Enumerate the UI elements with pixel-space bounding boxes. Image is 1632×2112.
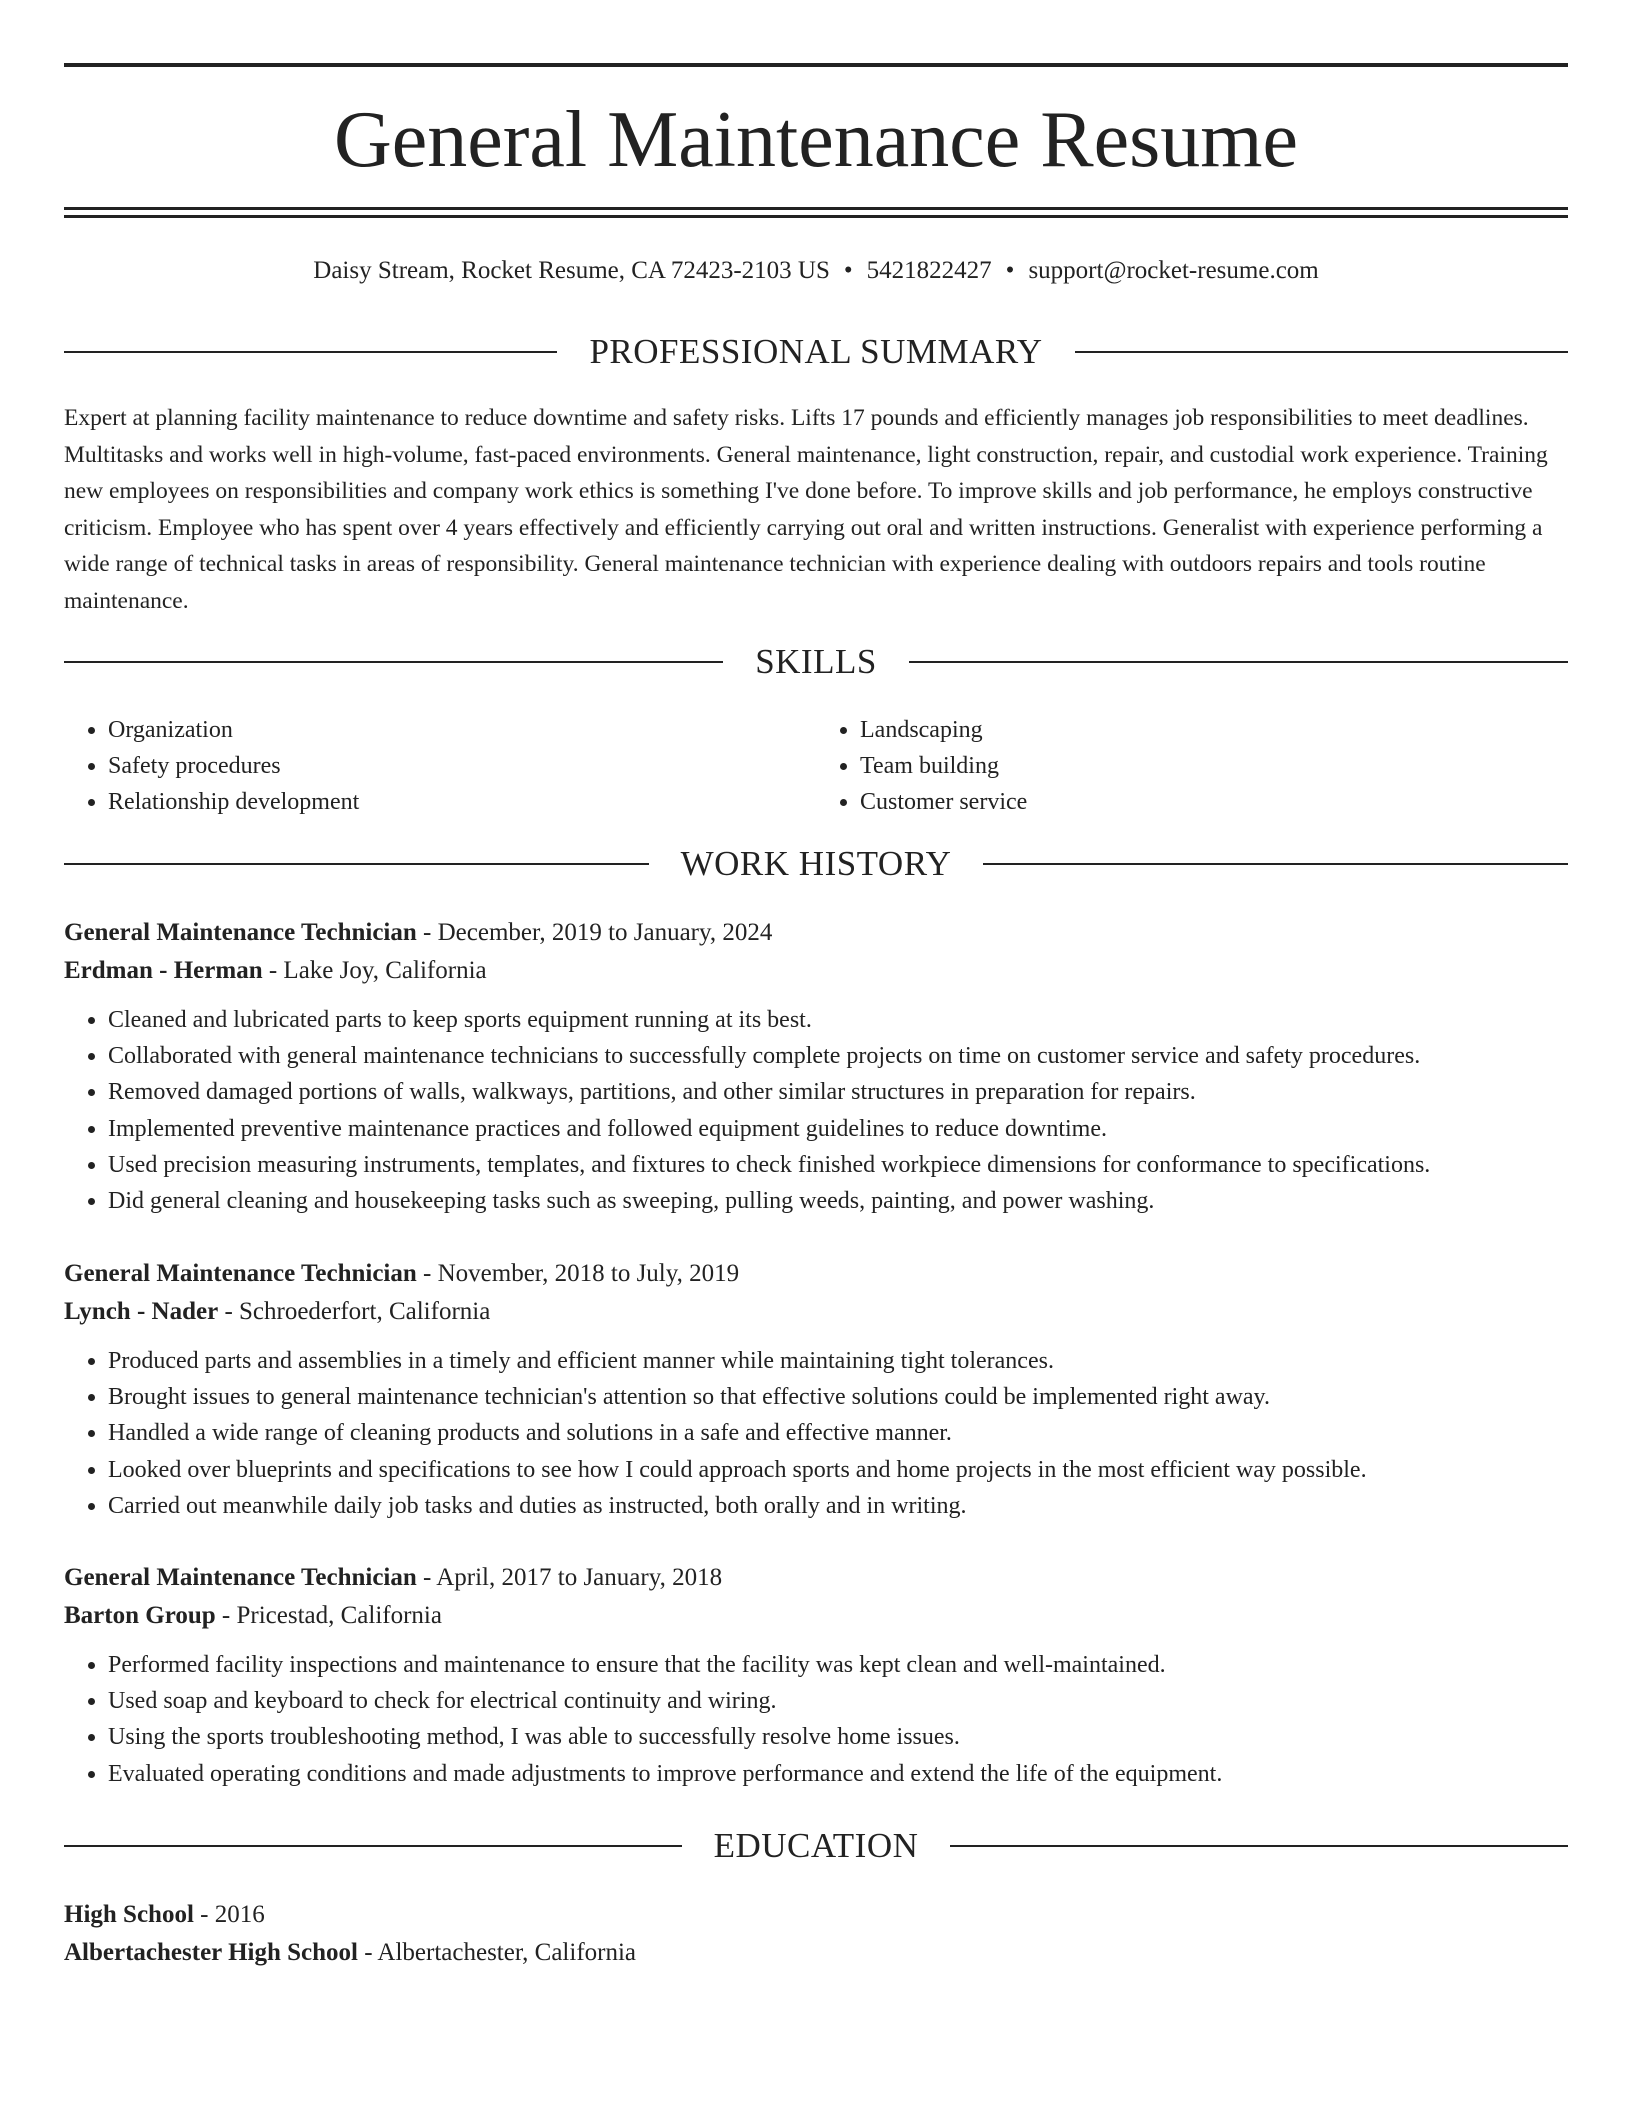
education-school: Albertachester High School	[64, 1939, 358, 1966]
job-entry	[64, 1559, 1568, 1792]
title-double-rule	[64, 207, 1568, 218]
education-location: - Albertachester, California	[357, 1939, 637, 1966]
heading-rule	[909, 661, 1568, 663]
job-bullet: • Carried out meanwhile daily job tasks and duties as instructed, both orally and in writing.	[108, 1488, 1568, 1524]
job-title-row	[64, 1255, 1568, 1293]
job-bullet: • Did general cleaning and housekeeping tasks such as sweeping, pulling weeds, painting, and power washing.	[108, 1183, 1568, 1219]
job-location: - Pricestad, California	[215, 1602, 442, 1629]
section-title: WORK HISTORY	[680, 844, 952, 883]
top-rule	[64, 63, 1568, 67]
heading-rule	[64, 661, 723, 663]
summary-text: Expert at planning facility maintenance to reduce downtime and safety risks. Lifts 17 pounds and efficiently manages job responsibilities to meet deadlines. Multitasks and works well in high-volume, fast-paced environments. General maintenance, light construction, repair, and custodial work experience. Training new employees on responsibilities and company work ethics is something I've done before. To improve skills and job performance, he employs constructive criticism. Employee who has spent over 4 years effectively and efficiently carrying out oral and written instructions. Generalist with experience performing a wide range of technical tasks in areas of responsibility. General maintenance technician with experience dealing with outdoors repairs and tools routine maintenance.	[64, 405, 1548, 614]
job-location: - Schroederfort, California	[218, 1298, 491, 1325]
education-year: - 2016	[193, 1901, 265, 1928]
job-bullets	[64, 1002, 1568, 1219]
job-title: General Maintenance Technician	[64, 919, 417, 946]
job-bullet: • Looked over blueprints and specifications to see how I could approach sports and home projects in the most efficient way possible.	[108, 1452, 1568, 1488]
education-entry	[64, 1896, 1568, 1972]
contact-line	[64, 253, 1568, 289]
contact-separator: •	[1005, 257, 1015, 284]
job-bullet: • Implemented preventive maintenance practices and followed equipment guidelines to reduce downtime.	[108, 1111, 1568, 1147]
job-bullet: • Collaborated with general maintenance technicians to successfully complete projects on time on customer service and safety procedures.	[108, 1038, 1568, 1074]
heading-rule	[64, 863, 649, 865]
job-bullet: • Using the sports troubleshooting method, I was able to successfully resolve home issues.	[108, 1719, 1568, 1755]
heading-rule	[950, 1845, 1568, 1847]
job-bullet: • Brought issues to general maintenance technician's attention so that effective solutions could be implemented right away.	[108, 1379, 1568, 1415]
job-location: - Lake Joy, California	[262, 957, 487, 984]
job-bullet: • Used precision measuring instruments, templates, and fixtures to check finished workpiece dimensions for conformance to specifications.	[108, 1147, 1568, 1183]
skill-item: • Customer service	[860, 784, 1568, 820]
skills-column-left	[64, 712, 816, 820]
job-title-row	[64, 914, 1568, 952]
heading-rule	[1075, 351, 1568, 353]
job-bullet: • Performed facility inspections and maintenance to ensure that the facility was kept clean and well-maintained.	[108, 1647, 1568, 1683]
job-bullets	[64, 1647, 1568, 1792]
contact-phone: 5421822427	[866, 257, 992, 284]
section-heading-skills	[64, 642, 1568, 682]
skills-list	[64, 712, 1568, 820]
contact-address: Daisy Stream, Rocket Resume, CA 72423-2103 US	[313, 257, 830, 284]
education-school-row	[64, 1934, 1568, 1972]
skill-item: • Landscaping	[860, 712, 1568, 748]
skill-item: • Organization	[108, 712, 816, 748]
heading-rule	[983, 863, 1568, 865]
job-bullet: • Used soap and keyboard to check for electrical continuity and wiring.	[108, 1683, 1568, 1719]
job-company-row	[64, 952, 1568, 990]
job-entry	[64, 914, 1568, 1219]
job-dates: - December, 2019 to January, 2024	[416, 919, 773, 946]
job-bullet: • Evaluated operating conditions and made adjustments to improve performance and extend the life of the equipment.	[108, 1756, 1568, 1792]
resume-title: General Maintenance Resume	[333, 96, 1299, 184]
job-bullet: • Produced parts and assemblies in a timely and efficient manner while maintaining tight tolerances.	[108, 1343, 1568, 1379]
job-company: Erdman - Herman	[64, 957, 263, 984]
job-company: Lynch - Nader	[64, 1298, 219, 1325]
skill-item: • Safety procedures	[108, 748, 816, 784]
contact-separator: •	[843, 257, 853, 284]
job-company: Barton Group	[64, 1602, 216, 1629]
section-heading-work-history	[64, 844, 1568, 884]
skills-column-right	[816, 712, 1568, 820]
section-heading-education	[64, 1826, 1568, 1866]
section-title: SKILLS	[755, 642, 877, 681]
job-dates: - April, 2017 to January, 2018	[416, 1564, 723, 1591]
job-bullet: • Cleaned and lubricated parts to keep sports equipment running at its best.	[108, 1002, 1568, 1038]
job-bullet: • Handled a wide range of cleaning products and solutions in a safe and effective manner.	[108, 1415, 1568, 1451]
job-dates: - November, 2018 to July, 2019	[416, 1260, 740, 1287]
section-title: PROFESSIONAL SUMMARY	[589, 332, 1043, 371]
job-title: General Maintenance Technician	[64, 1260, 417, 1287]
education-degree-row	[64, 1896, 1568, 1934]
skill-item: • Relationship development	[108, 784, 816, 820]
contact-email: support@rocket-resume.com	[1028, 257, 1319, 284]
education-degree: High School	[64, 1901, 194, 1928]
job-company-row	[64, 1293, 1568, 1331]
job-title-row	[64, 1559, 1568, 1597]
job-bullet: • Removed damaged portions of walls, walkways, partitions, and other similar structures in preparation for repairs.	[108, 1074, 1568, 1110]
heading-rule	[64, 1845, 682, 1847]
skill-item: • Team building	[860, 748, 1568, 784]
section-heading-summary	[64, 332, 1568, 372]
section-title: EDUCATION	[713, 1826, 919, 1865]
job-bullets	[64, 1343, 1568, 1524]
job-company-row	[64, 1597, 1568, 1635]
job-entry	[64, 1255, 1568, 1524]
heading-rule	[64, 351, 557, 353]
job-title: General Maintenance Technician	[64, 1564, 417, 1591]
